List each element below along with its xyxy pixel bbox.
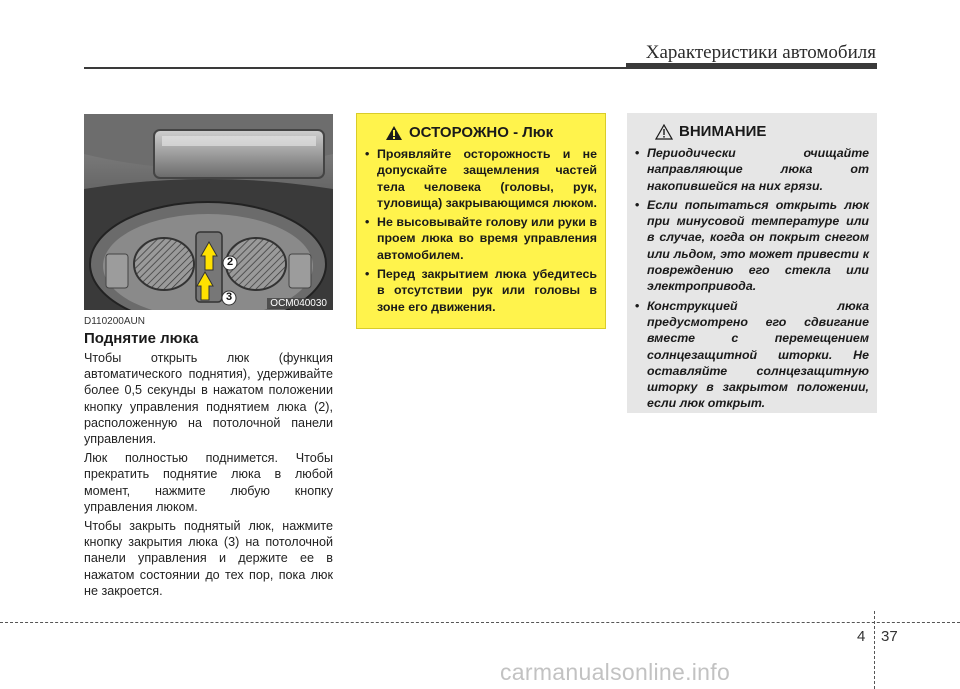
- overhead-console-illustration: [84, 114, 333, 310]
- section-code: D110200AUN: [84, 316, 145, 327]
- figure-code: OCM040030: [267, 298, 330, 309]
- body-paragraph: Чтобы закрыть поднятый люк, нажмите кнопку закрытия люка (3) на потолочной панели управления и держите ее в нажатом состоянии до тех пор, пока люк не закроется.: [84, 519, 333, 598]
- warning-heading: [385, 124, 597, 141]
- warning-item: • Не высовывайте голову или руки в проем люка во время управления автомобилем.: [365, 214, 597, 263]
- callout-2-label: 2: [226, 256, 234, 268]
- body-paragraph: Люк полностью поднимется. Чтобы прекратить поднятие люка в любой момент, нажмите любую кнопку управления люком.: [84, 451, 333, 514]
- caution-item: • Конструкцией люка предусмотрено его сдвигание вместе с перемещением солнцезащитной шторки. Не оставляйте солнцезащитную шторку в закрытом положении, если люк открыт.: [635, 298, 869, 412]
- overhead-console-photo: [84, 114, 333, 310]
- warning-list: [365, 146, 597, 315]
- warning-item: • Проявляйте осторожность и не допускайте защемления частей тела человека (головы, рук, туловища) закрывающимся люком.: [365, 146, 597, 211]
- body-paragraph: Чтобы открыть люк (функция автоматического поднятия), удерживайте более 0,5 секунды в нажатом положении кнопку управления поднятием люка (2), расположенную на потолочной панели управления.: [84, 351, 333, 447]
- section-title: Поднятие люка: [84, 330, 199, 347]
- caution-item: • Периодически очищайте направляющие люка от накопившейся на них грязи.: [635, 145, 869, 194]
- caution-heading-text: ВНИМАНИЕ: [679, 123, 767, 140]
- chapter-number: 4: [857, 628, 866, 645]
- caution-list: [635, 145, 869, 412]
- header-bar: [626, 63, 877, 69]
- page-number: 37: [881, 628, 898, 645]
- footer-rule: [0, 622, 960, 623]
- caution-heading: [655, 123, 869, 140]
- caution-box: [627, 113, 877, 413]
- warning-heading-text: ОСТОРОЖНО - Люк: [409, 124, 554, 141]
- warning-triangle-icon: [385, 125, 403, 141]
- caution-item: • Если попытаться открыть люк при минусовой температуре или в случае, когда он покрыт снегом или льдом, это может привести к повреждению его стекла или электропривода.: [635, 197, 869, 295]
- warning-box: [356, 113, 606, 329]
- watermark: carmanualsonline.info: [500, 659, 731, 685]
- page-header-title: Характеристики автомобиля: [645, 42, 876, 63]
- callout-3-label: 3: [225, 291, 233, 303]
- section-body: [84, 350, 333, 602]
- warning-item: • Перед закрытием люка убедитесь в отсутствии рук или головы в зоне его движения.: [365, 266, 597, 315]
- caution-triangle-icon: [655, 124, 673, 140]
- footer-divider: [874, 611, 875, 689]
